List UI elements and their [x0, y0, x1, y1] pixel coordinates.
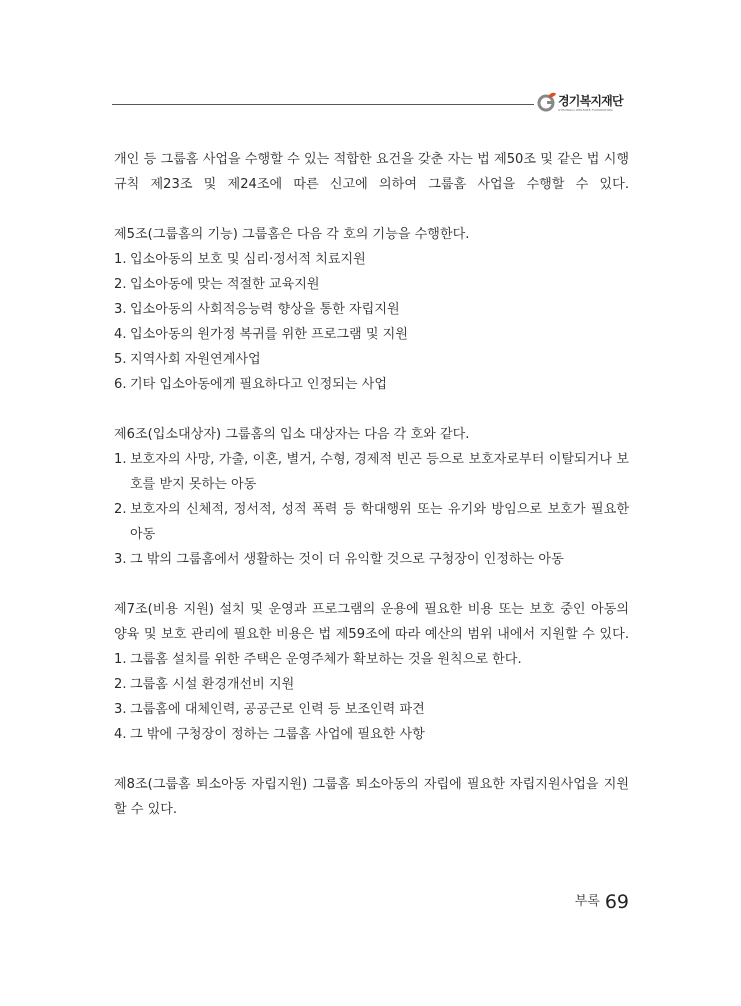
- list-item-text: 입소아동의 보호 및 심리·정서적 치료지원: [130, 252, 366, 267]
- paragraph-gap: [114, 397, 629, 422]
- list-item-text: 그 밖에 구청장이 정하는 그룹홈 사업에 필요한 사항: [130, 727, 425, 742]
- paragraph-gap: [114, 197, 629, 222]
- list-item-number: 3.: [114, 702, 127, 717]
- page-footer: [575, 890, 629, 913]
- article-6: [114, 422, 629, 572]
- list-item: [114, 547, 629, 572]
- list-item-number: 3.: [114, 552, 127, 567]
- list-item: [114, 322, 629, 347]
- list-item-text: 그룹홈에 대체인력, 공공근로 인력 등 보조인력 파견: [130, 702, 425, 717]
- list-item: [114, 347, 629, 372]
- list-item-number: 5.: [114, 352, 127, 367]
- header-rule: [112, 104, 534, 105]
- list-item-number: 3.: [114, 302, 127, 317]
- article-heading: 제5조(그룹홈의 기능) 그룹홈은 다음 각 호의 기능을 수행한다.: [114, 227, 470, 242]
- list-item-text: 그 밖의 그룹홈에서 생활하는 것이 더 유익할 것으로 구청장이 인정하는 아동: [130, 552, 564, 567]
- list-item: [114, 497, 629, 547]
- logo-subtitle: GYEONGGI WELFARE FOUNDATION: [558, 108, 613, 112]
- list-item-number: 1.: [114, 252, 127, 267]
- list-item-number: 2.: [114, 677, 127, 692]
- list-item: [114, 447, 629, 497]
- article-5: [114, 222, 629, 397]
- page-content: [114, 147, 629, 822]
- foundation-logo: [534, 89, 634, 117]
- list-item-number: 2.: [114, 502, 127, 517]
- list-item-number: 1.: [114, 652, 127, 667]
- list-item-text: 입소아동에 맞는 적절한 교육지원: [130, 277, 320, 292]
- list-item: [114, 672, 629, 697]
- list-item-text: 그룹홈 설치를 위한 주택은 운영주체가 확보하는 것을 원칙으로 한다.: [130, 652, 522, 667]
- article-heading: 제6조(입소대상자) 그룹홈의 입소 대상자는 다음 각 호와 같다.: [114, 427, 470, 442]
- foundation-logo-icon: [536, 91, 558, 113]
- list-item-number: 1.: [114, 452, 127, 467]
- list-item: [114, 722, 629, 747]
- list-item-number: 4.: [114, 327, 127, 342]
- article-7: [114, 597, 629, 747]
- list-item: [114, 272, 629, 297]
- list-item: [114, 297, 629, 322]
- article-heading: 제8조(그룹홈 퇴소아동 자립지원) 그룹홈 퇴소아동의 자립에 필요한 자립지원사업을 지원할 수 있다.: [114, 777, 629, 817]
- list-item-text: 기타 입소아동에게 필요하다고 인정되는 사업: [130, 377, 387, 392]
- list-item-text: 보호자의 사망, 가출, 이혼, 별거, 수형, 경제적 빈곤 등으로 보호자로부터 이탈되거나 보호를 받지 못하는 아동: [130, 452, 629, 492]
- article-heading: 제7조(비용 지원) 설치 및 운영과 프로그램의 운용에 필요한 비용 또는 보호 중인 아동의 양육 및 보호 관리에 필요한 비용은 법 제59조에 따라 예산의 범위 내에서 지원할 수 있다.: [114, 602, 629, 642]
- list-item-number: 2.: [114, 277, 127, 292]
- list-item-text: 그룹홈 시설 환경개선비 지원: [130, 677, 295, 692]
- footer-section-label: 부록: [574, 894, 600, 909]
- paragraph-gap: [114, 747, 629, 772]
- list-item-number: 4.: [114, 727, 127, 742]
- page-number: 69: [604, 891, 629, 913]
- list-item-text: 입소아동의 원가정 복귀를 위한 프로그램 및 지원: [130, 327, 408, 342]
- list-item-text: 보호자의 신체적, 정서적, 성적 폭력 등 학대행위 또는 유기와 방임으로 보호가 필요한 아동: [130, 502, 629, 542]
- paragraph-gap: [114, 572, 629, 597]
- list-item-text: 입소아동의 사회적응능력 향상을 통한 자립지원: [130, 302, 400, 317]
- list-item: [114, 647, 629, 672]
- list-item: [114, 247, 629, 272]
- list-item-number: 6.: [114, 377, 127, 392]
- logo-name: 경기복지재단: [558, 94, 623, 108]
- list-item-text: 지역사회 자원연계사업: [130, 352, 261, 367]
- intro-paragraph: 개인 등 그룹홈 사업을 수행할 수 있는 적합한 요건을 갖춘 자는 법 제50조 및 같은 법 시행규칙 제23조 및 제24조에 따른 신고에 의하여 그룹홈 사업을 수행할 수 있다.: [114, 152, 629, 192]
- list-item: [114, 697, 629, 722]
- list-item: [114, 372, 629, 397]
- article-8: [114, 772, 629, 822]
